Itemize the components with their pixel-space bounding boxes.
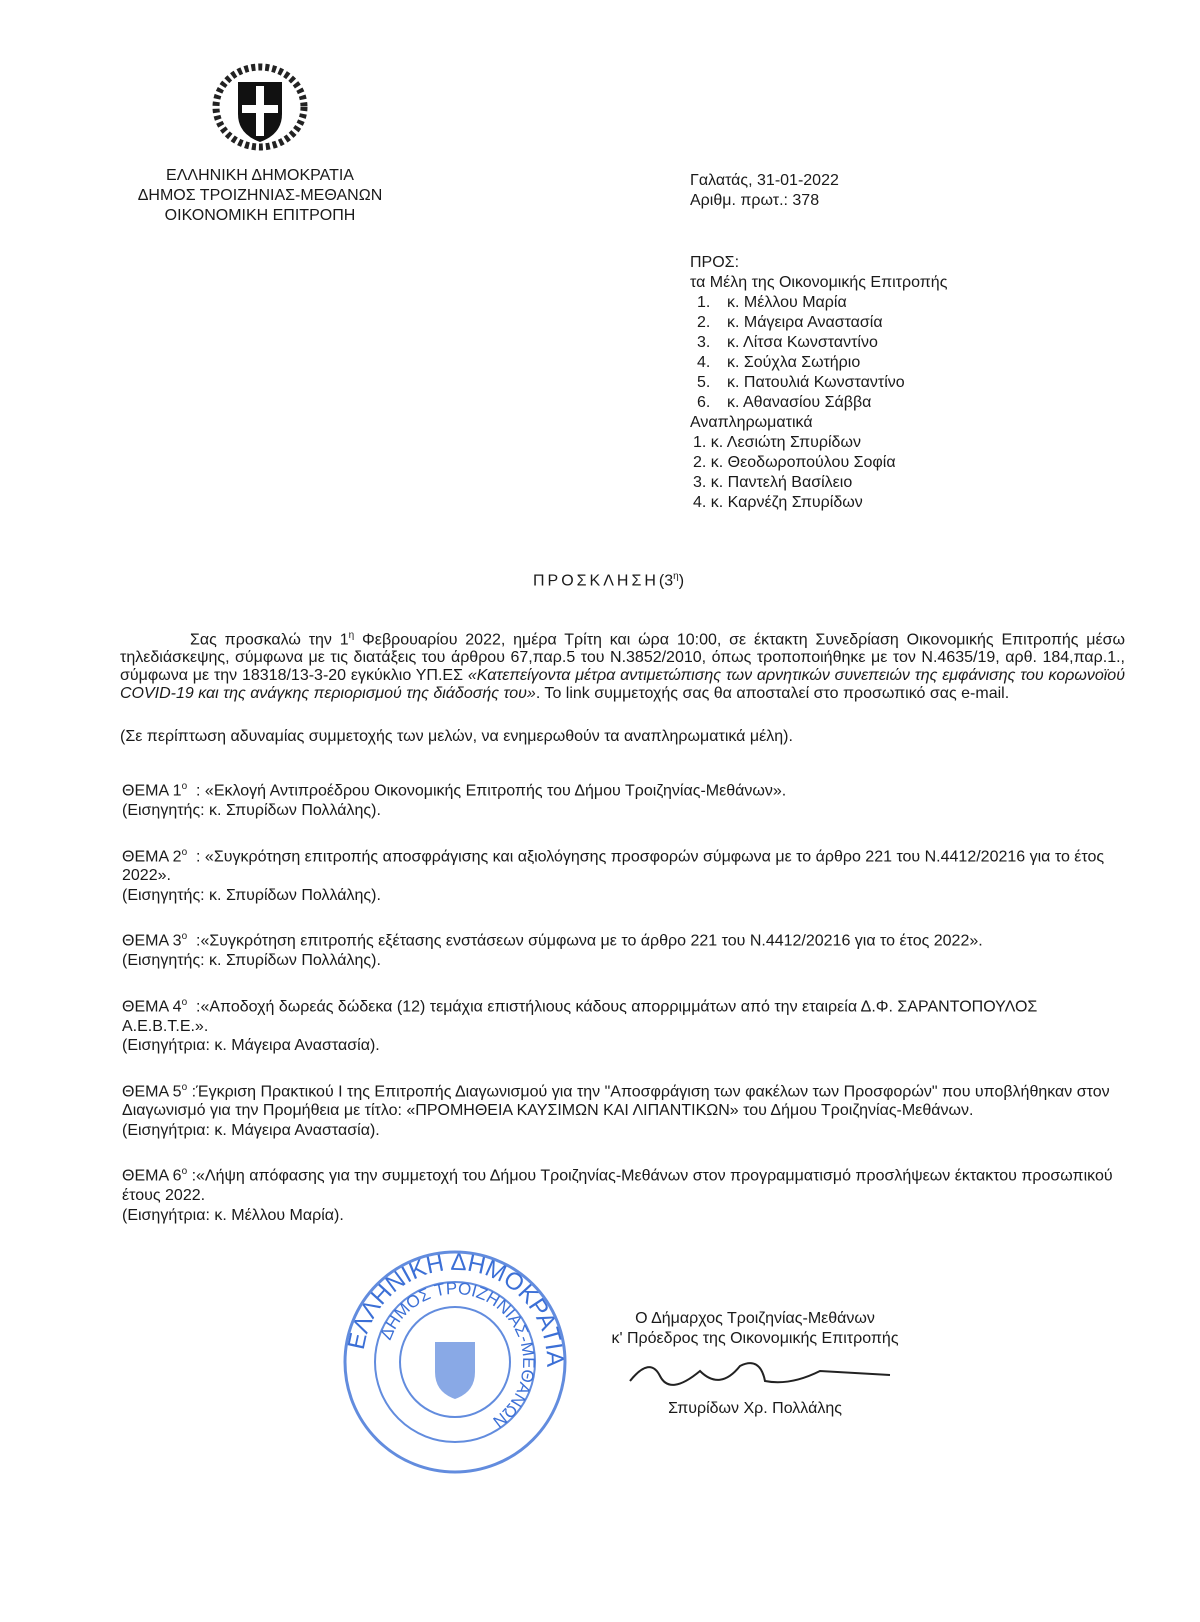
theme-sep: : bbox=[187, 1167, 197, 1185]
theme-sup: ο bbox=[181, 931, 188, 943]
theme-label: ΘΕΜΑ 5 bbox=[122, 1082, 182, 1100]
agenda-item bbox=[120, 927, 1125, 970]
to-label: ΠΡΟΣ: bbox=[690, 254, 740, 271]
municipal-stamp bbox=[340, 1247, 570, 1477]
members-label: τα Μέλη της Οικονομικής Επιτροπής bbox=[690, 274, 948, 291]
signature-area bbox=[120, 1247, 1125, 1487]
protocol-number: Αριθμ. πρωτ.: 378 bbox=[690, 192, 820, 209]
agenda-item bbox=[120, 777, 1125, 820]
theme-sep: : bbox=[187, 1082, 197, 1100]
theme-rapporteur: (Εισηγητής: κ. Σπυρίδων Πολλάλης). bbox=[122, 952, 381, 970]
document-body bbox=[120, 627, 1125, 1487]
member-number: 1. bbox=[697, 294, 711, 311]
member-item bbox=[690, 373, 947, 393]
member-item bbox=[690, 313, 947, 333]
theme-label: ΘΕΜΑ 3 bbox=[122, 932, 182, 950]
agenda-item bbox=[120, 993, 1125, 1056]
signer-name: Σπυρίδων Χρ. Πολλάλης bbox=[668, 1400, 842, 1418]
agenda-item bbox=[120, 1078, 1125, 1141]
title-suffix: (3 bbox=[658, 572, 674, 590]
members-list bbox=[690, 293, 947, 413]
theme-sep: : bbox=[187, 998, 201, 1016]
member-item bbox=[690, 353, 947, 373]
theme-rapporteur: (Εισηγήτρια: κ. Μέλλου Μαρία). bbox=[122, 1206, 344, 1224]
substitutes-note: (Σε περίπτωση αδυναμίας συμμετοχής των μελών, να ενημερωθούν τα αναπληρωματικά μέλη). bbox=[120, 728, 793, 746]
header-line: ΟΙΚΟΝΟΜΙΚΗ ΕΠΙΤΡΟΠΗ bbox=[164, 207, 356, 224]
agenda-list bbox=[120, 777, 1125, 1225]
theme-text: «Αποδοχή δωρεάς δώδεκα (12) τεμάχια επιστήλιους κάδους απορριμμάτων από την εταιρεία Δ.Φ. ΣΑΡΑΝΤΟΠΟΥΛΟΣ Α.Ε.Β.Τ.Ε.». bbox=[122, 998, 1038, 1035]
theme-sup: ο bbox=[181, 1081, 188, 1093]
theme-text: «Εκλογή Αντιπροέδρου Οικονομικής Επιτροπής του Δήμου Τροιζηνίας-Μεθάνων». bbox=[204, 782, 787, 800]
place-date: Γαλατάς, 31-01-2022 bbox=[690, 172, 839, 189]
substitutes-label: Αναπληρωματικά bbox=[690, 414, 813, 431]
stamp-inner-text: ΔΗΜΟΣ ΤΡΟΙΖΗΝΙΑΣ-ΜΕΘΑΝΩΝ bbox=[376, 1279, 539, 1432]
p1-italic: «Κατεπείγοντα μέτρα αντιμετώπισης των αρνητικών συνεπειών της εμφάνισης του κορωνοϊού COVID-19 και της ανάγκης περιορισμού της διάδοσής του» bbox=[120, 667, 1125, 703]
signature-block bbox=[590, 1309, 920, 1419]
title-close: ) bbox=[678, 572, 688, 590]
p1-a: Σας προσκαλώ την 1 bbox=[190, 631, 349, 649]
header-line: ΕΛΛΗΝΙΚΗ ΔΗΜΟΚΡΑΤΙΑ bbox=[166, 167, 354, 184]
theme-sup: ο bbox=[181, 846, 188, 858]
theme-rapporteur: (Εισηγήτρια: κ. Μάγειρα Αναστασία). bbox=[122, 1121, 380, 1139]
theme-sep: : bbox=[187, 847, 205, 865]
substitute-item: 2. κ. Θεοδωροπούλου Σοφία bbox=[693, 454, 896, 471]
signer-title: Ο Δήμαρχος Τροιζηνίας-Μεθάνων bbox=[635, 1310, 875, 1328]
signer-role: κ' Πρόεδρος της Οικονομικής Επιτροπής bbox=[611, 1330, 899, 1348]
substitute-item: 1. κ. Λεσιώτη Σπυρίδων bbox=[693, 434, 861, 451]
theme-text: Έγκριση Πρακτικού Ι της Επιτροπής Διαγωνισμού για την "Αποσφράγιση των φακέλων των Προσφορών" που υποβλήθηκαν στον Διαγωνισμό για την Προμήθεια με τίτλο: «ΠΡΟΜΗΘΕΙΑ ΚΑΥΣΙΜΩΝ ΚΑΙ ΛΙΠΑΝΤΙΚΩΝ» του Δήμου Τροιζηνίας-Μεθάνων. bbox=[122, 1082, 1110, 1120]
coat-of-arms-emblem bbox=[212, 62, 308, 152]
member-number: 2. bbox=[697, 314, 711, 331]
p1-b: Φεβρουαρίου 2022, ημέρα Τρίτη και ώρα 10:00, σε έκτακτη Συνεδρίαση Οικονομικής Επιτροπής μέσω τηλεδιάσκεψης, σύμφωνα με τις διατάξεις του άρθρου 67,παρ.5 του Ν.3852/2010, όπως τροποποιήθηκε με τον Ν.4635/19, αρθ. 184,παρ.1., σύμφωνα με την 18318/13-3-20 εγκύκλιο ΥΠ.ΕΣ bbox=[120, 631, 1125, 685]
substitutes-list bbox=[690, 433, 947, 513]
theme-rapporteur: (Εισηγήτρια: κ. Μάγειρα Αναστασία). bbox=[122, 1037, 380, 1055]
handwritten-signature bbox=[590, 1351, 920, 1395]
theme-label: ΘΕΜΑ 6 bbox=[122, 1167, 182, 1185]
stamp-outer-text: ΕΛΛΗΝΙΚΗ ΔΗΜΟΚΡΑΤΙΑ bbox=[342, 1249, 569, 1368]
theme-rapporteur: (Εισηγητής: κ. Σπυρίδων Πολλάλης). bbox=[122, 886, 381, 904]
member-name: κ. Μάγειρα Αναστασία bbox=[727, 314, 883, 331]
theme-rapporteur: (Εισηγητής: κ. Σπυρίδων Πολλάλης). bbox=[122, 802, 381, 820]
issuer-header bbox=[120, 166, 400, 226]
substitute-item: 4. κ. Καρνέζη Σπυρίδων bbox=[693, 494, 863, 511]
member-item bbox=[690, 293, 947, 313]
member-number: 4. bbox=[697, 354, 711, 371]
member-number: 6. bbox=[697, 394, 711, 411]
member-name: κ. Σούχλα Σωτήριο bbox=[727, 354, 861, 371]
member-name: κ. Πατουλιά Κωνσταντίνο bbox=[727, 374, 905, 391]
theme-text: «Συγκρότηση επιτροπής αποσφράγισης και αξιολόγησης προσφορών σύμφωνα με το άρθρο 221 του Ν.4412/20216 για το έτος 2022». bbox=[122, 847, 1105, 885]
theme-sep: : bbox=[187, 932, 201, 950]
header-line: ΔΗΜΟΣ ΤΡΟΙΖΗΝΙΑΣ-ΜΕΘΑΝΩΝ bbox=[137, 187, 383, 204]
theme-sup: ο bbox=[181, 1166, 188, 1178]
agenda-item bbox=[120, 1162, 1125, 1225]
theme-sup: ο bbox=[181, 996, 188, 1008]
member-name: κ. Λίτσα Κωνσταντίνο bbox=[727, 334, 878, 351]
member-name: κ. Αθανασίου Σάββα bbox=[727, 394, 872, 411]
theme-text: «Συγκρότηση επιτροπής εξέτασης ενστάσεων σύμφωνα με το άρθρο 221 του Ν.4412/20216 για το έτος 2022». bbox=[200, 932, 983, 950]
agenda-item bbox=[120, 843, 1125, 906]
theme-label: ΘΕΜΑ 2 bbox=[122, 847, 182, 865]
member-item bbox=[690, 393, 947, 413]
p1-sup: η bbox=[348, 630, 355, 641]
theme-text: «Λήψη απόφασης για την συμμετοχή του Δήμου Τροιζηνίας-Μεθάνων στον προγραμματισμό προσλήψεων έκτακτου προσωπικού έτους 2022. bbox=[122, 1167, 1113, 1205]
member-number: 5. bbox=[697, 374, 711, 391]
invitation-paragraph bbox=[120, 627, 1125, 703]
p1-c: . Το link συμμετοχής σας θα αποσταλεί στο προσωπικό σας e-mail. bbox=[535, 685, 1010, 703]
substitute-item: 3. κ. Παντελή Βασίλειο bbox=[693, 474, 853, 491]
title-sup: η bbox=[673, 571, 679, 582]
member-number: 3. bbox=[697, 334, 711, 351]
document-title bbox=[0, 571, 1200, 590]
date-protocol bbox=[690, 171, 839, 211]
title-text: ΠΡΟΣΚΛΗΣΗ bbox=[532, 572, 659, 590]
theme-label: ΘΕΜΑ 1 bbox=[122, 782, 182, 800]
theme-sup: ο bbox=[181, 781, 188, 793]
theme-label: ΘΕΜΑ 4 bbox=[122, 998, 182, 1016]
theme-sep: : bbox=[187, 782, 205, 800]
member-item bbox=[690, 333, 947, 353]
recipients bbox=[690, 253, 947, 513]
member-name: κ. Μέλλου Μαρία bbox=[727, 294, 847, 311]
